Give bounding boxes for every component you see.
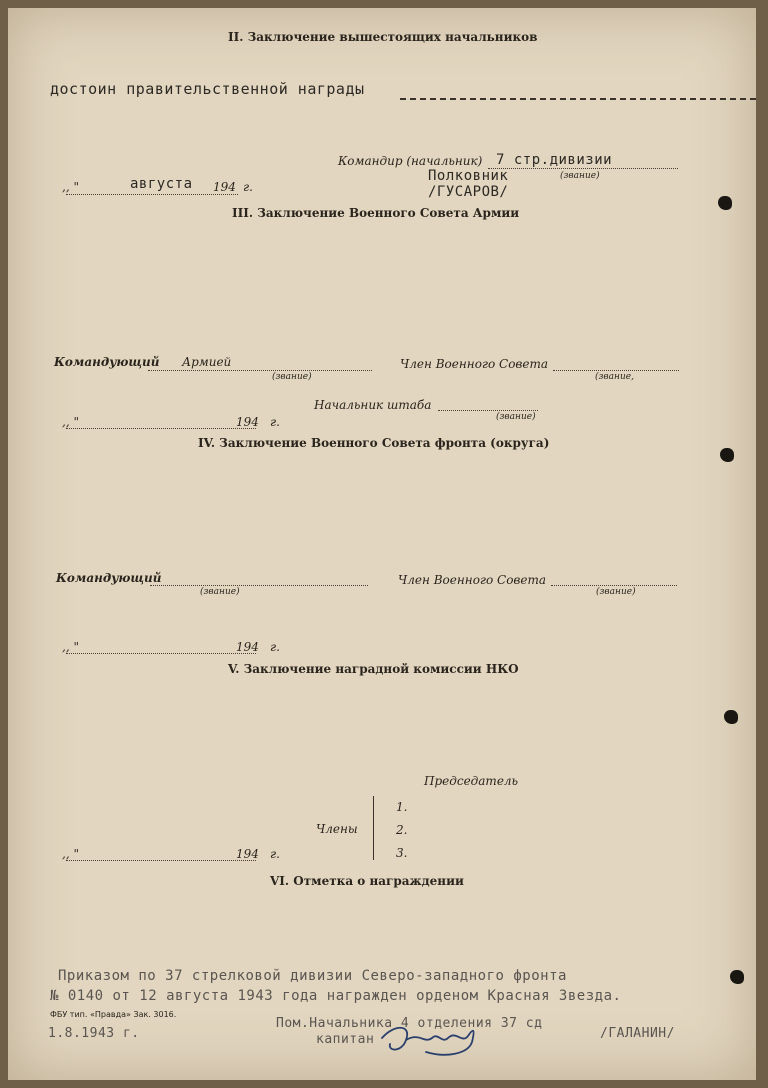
section5-date-quote: ,, " xyxy=(62,847,79,861)
punch-hole xyxy=(730,970,744,984)
section2-commander-label: Командир (начальник) xyxy=(338,154,483,168)
section5-chairman-label: Председатель xyxy=(424,774,519,788)
section2-commander-dots xyxy=(488,168,678,169)
award-sheet xyxy=(8,8,756,1080)
section3-commanding-dots xyxy=(148,370,372,371)
section5-member-number-3: 3. xyxy=(396,846,408,860)
section4-date-year: 194 xyxy=(236,640,259,654)
section6-imprint: ФБУ тип. «Правда» Зак. 3016. xyxy=(50,1010,177,1019)
section2-date-month: августа xyxy=(130,176,193,192)
section3-council-label: Член Военного Совета xyxy=(400,357,549,371)
section6-position-line2: капитан xyxy=(316,1032,375,1047)
section5-member-number-2: 2. xyxy=(396,823,408,837)
section6-position-line1: Пом.Начальника 4 отделения 37 сд xyxy=(276,1016,543,1031)
section3-date-suffix: г. xyxy=(270,415,280,429)
punch-hole xyxy=(724,710,738,724)
section5-date-dots xyxy=(66,860,256,861)
section5-title: V. Заключение наградной комиссии НКО xyxy=(228,662,519,676)
section4-title: IV. Заключение Военного Совета фронта (округа) xyxy=(198,436,550,450)
section3-date-dots xyxy=(66,428,256,429)
section5-date-suffix: г. xyxy=(270,847,280,861)
section3-army-label: Армией xyxy=(182,355,232,369)
section4-date-quote: ,, " xyxy=(62,640,79,654)
section2-typed-conclusion: достоин правительственной награды xyxy=(50,80,365,98)
section6-signer: /ГАЛАНИН/ xyxy=(600,1026,675,1041)
section2-title: II. Заключение вышестоящих начальников xyxy=(228,30,538,44)
section2-rank-label: (звание) xyxy=(560,171,600,181)
section3-date-quote: ,, " xyxy=(62,415,79,429)
section6-date: 1.8.1943 г. xyxy=(48,1026,140,1041)
section6-order-line2: № 0140 от 12 августа 1943 года награжден орденом Красная Звезда. xyxy=(50,988,622,1004)
section3-chief-label: Начальник штаба xyxy=(314,398,432,412)
punch-hole xyxy=(718,196,732,210)
section2-name-value: /ГУСАРОВ/ xyxy=(428,184,509,200)
section2-dash-line xyxy=(400,98,756,100)
signature xyxy=(376,1018,496,1064)
section3-council-dots xyxy=(553,370,679,371)
section5-member-number-1: 1. xyxy=(396,800,408,814)
section5-members-label: Члены xyxy=(316,822,358,836)
section4-council-rank-label: (звание) xyxy=(596,587,636,597)
section3-chief-dots xyxy=(438,410,538,411)
section6-title: VI. Отметка о награждении xyxy=(270,874,464,888)
section3-commanding-label: Командующий xyxy=(54,355,160,369)
section4-council-label: Член Военного Совета xyxy=(398,573,547,587)
punch-hole xyxy=(720,448,734,462)
section5-date-year: 194 xyxy=(236,847,259,861)
section4-rank-label: (звание) xyxy=(200,587,240,597)
section3-date-year: 194 xyxy=(236,415,259,429)
section3-title: III. Заключение Военного Совета Армии xyxy=(232,206,520,220)
section4-commanding-dots xyxy=(150,585,368,586)
section2-date-year: 194 xyxy=(213,180,236,194)
section2-date-dots xyxy=(66,194,238,195)
section3-chief-rank-label: (звание) xyxy=(496,412,536,422)
section4-date-suffix: г. xyxy=(270,640,280,654)
section4-council-dots xyxy=(551,585,677,586)
section2-commander-value: 7 стр.дивизии xyxy=(496,152,613,168)
section3-council-rank-label: (звание, xyxy=(595,372,634,382)
section5-members-brace xyxy=(373,796,374,860)
section4-date-dots xyxy=(66,653,256,654)
section2-date-quote: ,, " xyxy=(62,180,79,194)
section3-rank-label: (звание) xyxy=(272,372,312,382)
section2-rank-value: Полковник xyxy=(428,168,509,184)
section4-commanding-label: Командующий xyxy=(56,571,162,585)
section2-date-suffix: г. xyxy=(243,180,253,194)
section6-order-line1: Приказом по 37 стрелковой дивизии Северо-западного фронта xyxy=(58,968,567,984)
